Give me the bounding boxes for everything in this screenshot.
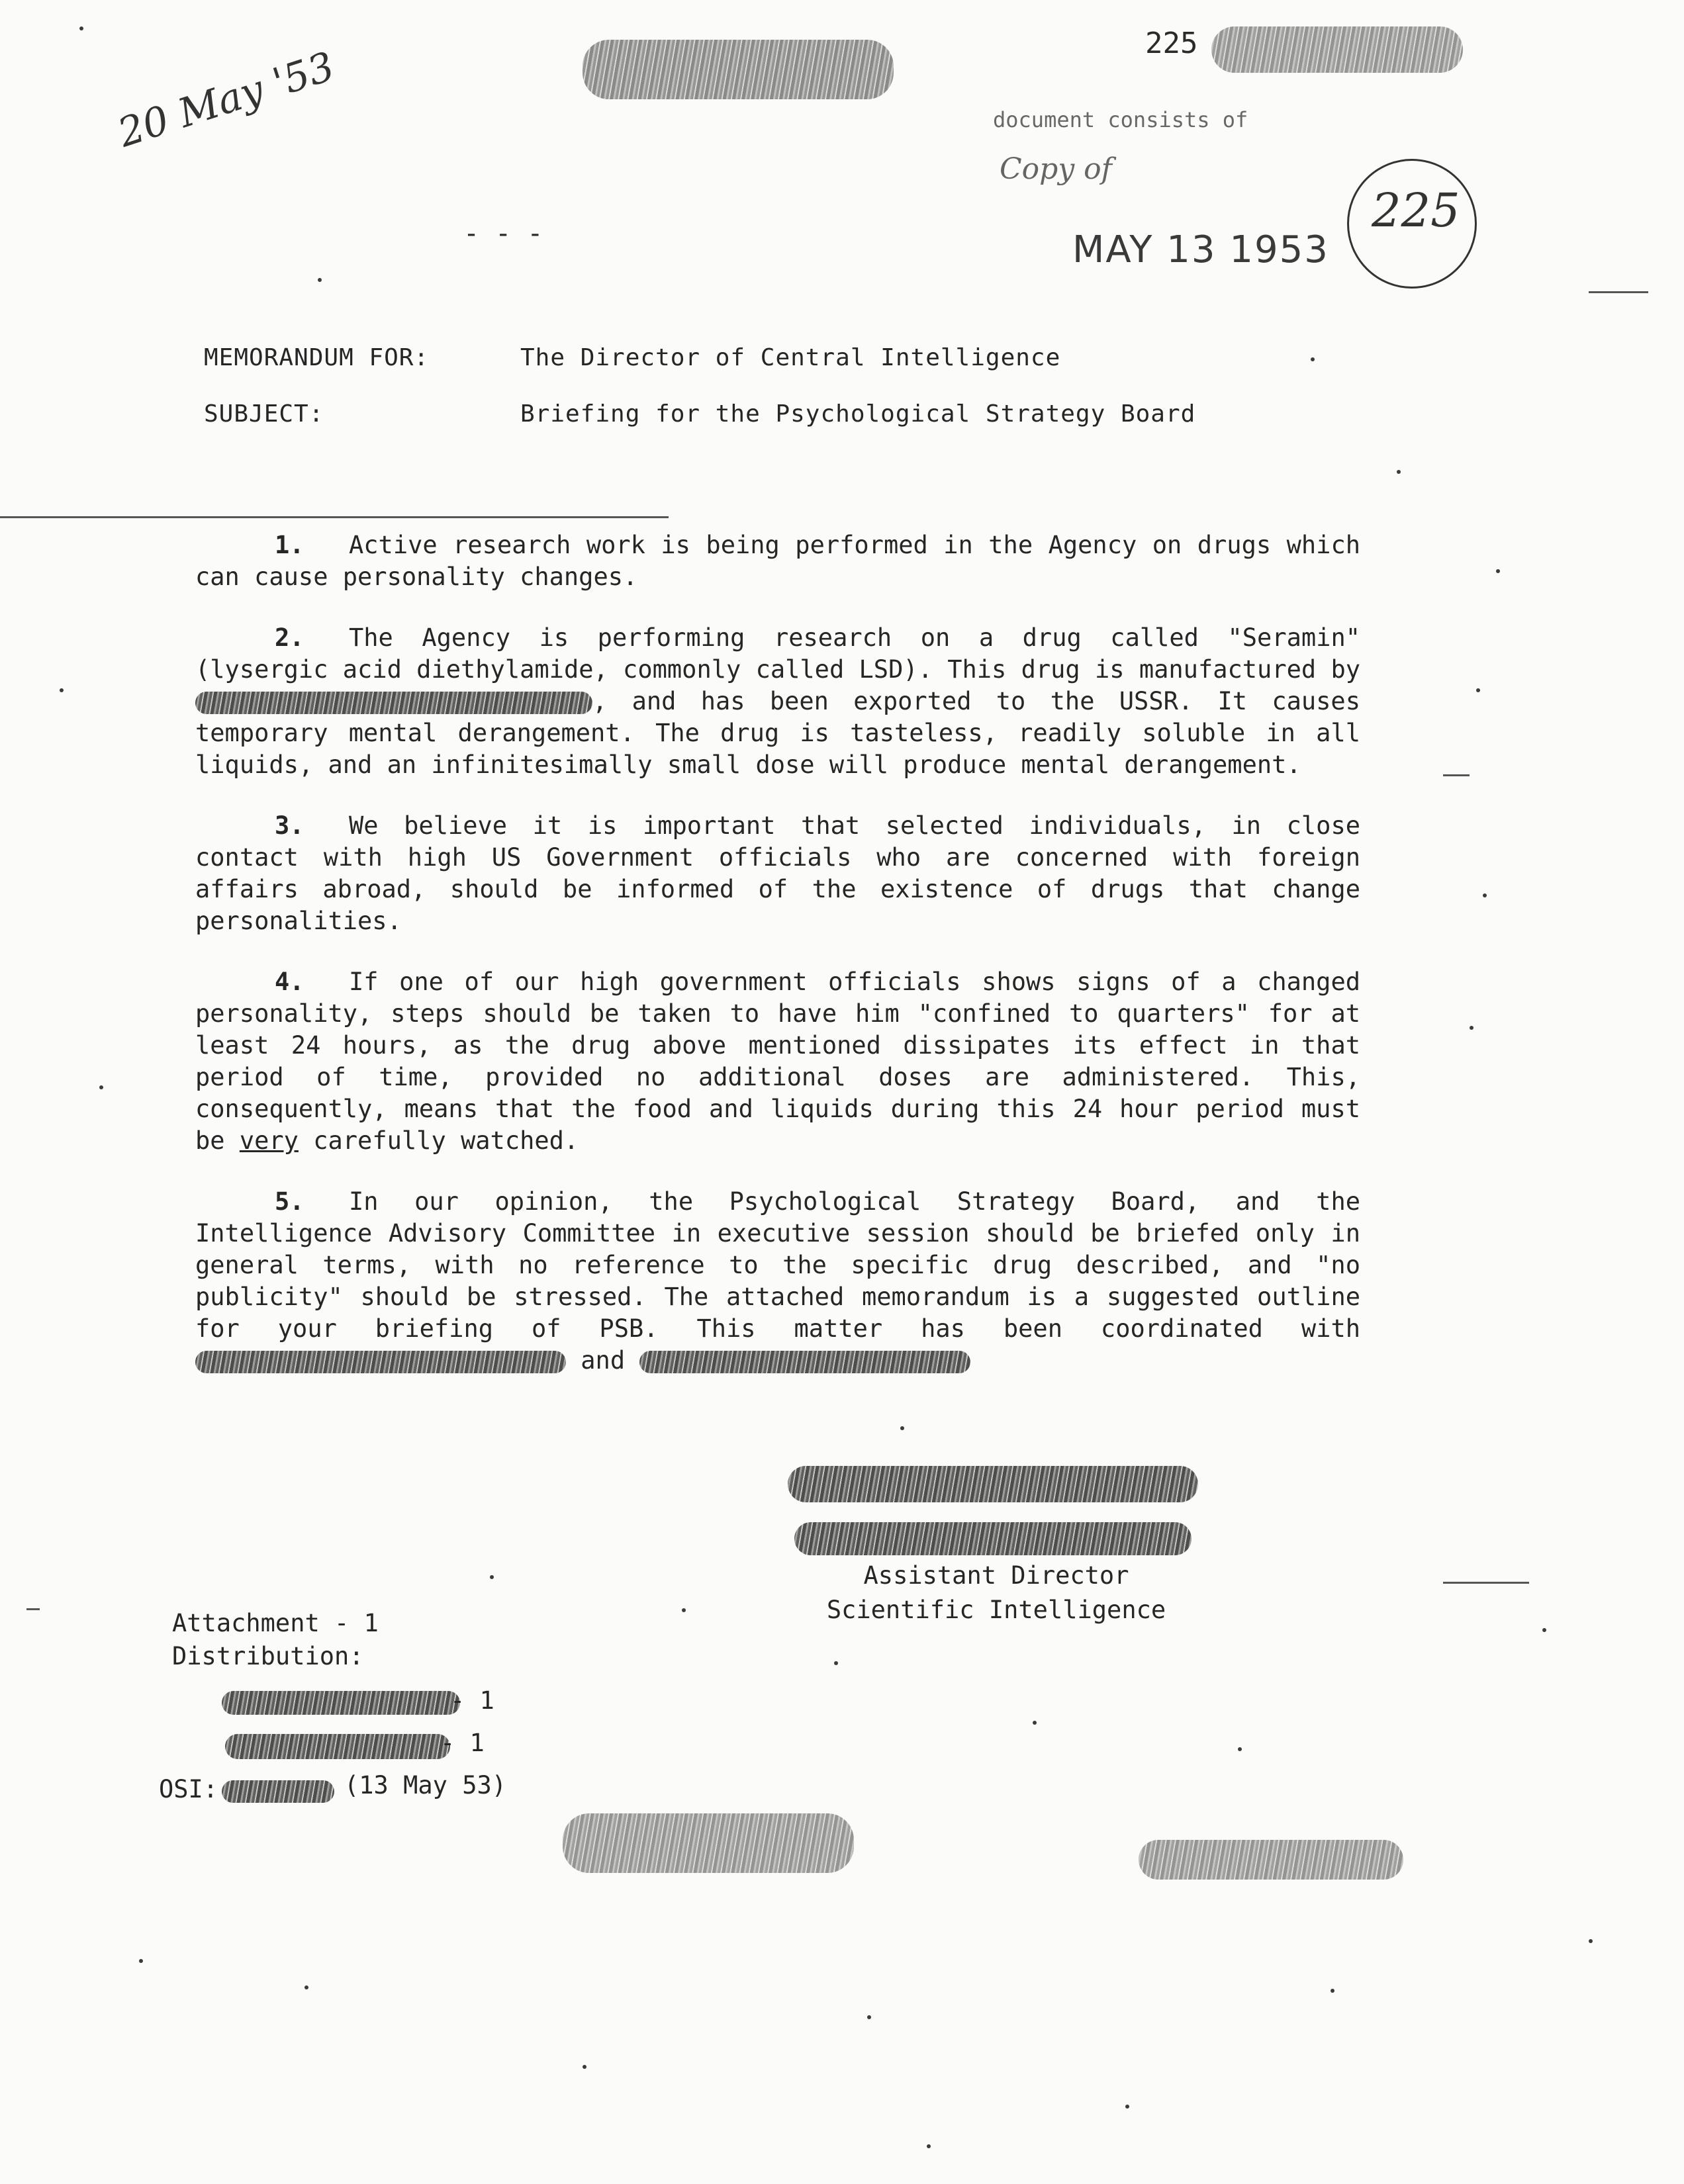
- paragraph-3: [195, 810, 1360, 937]
- paragraph-number: 3.: [275, 811, 304, 840]
- scan-speck: [99, 1085, 103, 1089]
- date-stamp: MAY 13 1953: [1072, 228, 1329, 271]
- scan-speck: [1331, 1989, 1334, 1993]
- scan-speck: [60, 688, 64, 692]
- scan-speck: [682, 1608, 686, 1612]
- scan-speck: [1125, 2105, 1129, 2109]
- memo-subject-label: SUBJECT:: [204, 400, 324, 428]
- scan-speck: [490, 1575, 494, 1579]
- scan-speck: [1589, 1939, 1593, 1943]
- scan-speck: [1397, 470, 1401, 474]
- memo-subject-value: Briefing for the Psychological Strategy Board: [520, 400, 1196, 428]
- distribution-count-2: - 1: [440, 1729, 485, 1757]
- emphasis-word: very: [239, 1126, 299, 1155]
- paragraph-text-cont: and: [581, 1346, 626, 1375]
- paragraph-2: [195, 622, 1360, 781]
- redaction-distribution-2: [225, 1734, 450, 1759]
- circled-number-text: 225: [1372, 183, 1460, 238]
- scan-speck: [1470, 1026, 1474, 1030]
- paragraph-text: If one of our high government officials shows signs of a changed personality, steps should be taken to have him "confined to quarters" for at least 24 hours, as the drug above mentioned dissipates its effect in that period of time, provided no additional doses are administered. This, consequently, means that the food and liquids during this 24 hour period must be: [195, 968, 1360, 1155]
- scan-speck: [1238, 1747, 1242, 1751]
- scan-speck: [583, 2065, 586, 2069]
- stamp-line-2: Copy of: [1000, 152, 1112, 186]
- circled-number: [1347, 159, 1477, 289]
- distribution-count-1: - 1: [450, 1686, 494, 1715]
- scan-speck: [318, 278, 322, 282]
- paragraph-1: [195, 529, 1360, 593]
- redaction-distribution-1: [222, 1691, 460, 1715]
- scan-speck: [1443, 774, 1470, 776]
- scan-speck: [139, 1959, 143, 1963]
- attachment-block: [172, 1607, 379, 1673]
- paragraph-text: The Agency is performing research on a drug called "Seramin" (lysergic acid diethylamide, commonly called LSD). This drug is manufactured by: [195, 623, 1360, 684]
- scan-speck: [1589, 291, 1648, 293]
- redaction-manufacturer: [195, 692, 592, 714]
- paragraph-5: [195, 1186, 1360, 1377]
- scan-speck: [927, 2144, 931, 2148]
- paragraph-number: 5.: [275, 1187, 304, 1216]
- dashes: - - -: [463, 218, 543, 249]
- scan-speck: [1476, 688, 1480, 692]
- paragraph-text: We believe it is important that selected individuals, in close contact with high US Government officials who are concerned with foreign affairs abroad, should be informed of the existence of drugs that change personalities.: [195, 811, 1360, 935]
- stamp-line-1: document consists of: [993, 107, 1248, 132]
- scan-speck: [1483, 893, 1487, 897]
- redaction-signature-name: [788, 1466, 1198, 1502]
- scan-speck: [79, 26, 83, 30]
- scan-speck: [26, 1608, 40, 1610]
- redaction-coordinated-2: [639, 1351, 970, 1373]
- paragraph-number: 2.: [275, 623, 304, 652]
- paragraph-number: 1.: [275, 531, 304, 559]
- scan-speck: [834, 1661, 838, 1665]
- scan-speck: [1033, 1721, 1037, 1725]
- memo-body: [195, 529, 1360, 1406]
- top-right-number: 225: [1145, 26, 1198, 60]
- redaction-origin: [222, 1780, 334, 1803]
- origin-date: (13 May 53): [344, 1771, 507, 1799]
- signature-block: [798, 1559, 1195, 1627]
- handwritten-date: 20 May '53: [113, 43, 340, 157]
- scan-speck: [1311, 357, 1315, 361]
- memo-subject-row: [204, 400, 1329, 433]
- paragraph-text: In our opinion, the Psychological Strategy Board, and the Intelligence Advisory Committee in executive session should be briefed only in general terms, with no reference to the specific drug described, and "no publicity" should be stressed. The attached memorandum is a suggested outline for your briefing of PSB. This matter has been coordinated with: [195, 1187, 1360, 1343]
- redaction-top-right: [1211, 26, 1463, 73]
- redaction-bottom-right: [1139, 1840, 1403, 1880]
- divider-line: [0, 516, 669, 518]
- scan-speck: [867, 2015, 871, 2019]
- origin-label: OSI:: [159, 1775, 218, 1803]
- paragraph-number: 4.: [275, 968, 304, 996]
- redaction-top-center: [583, 40, 894, 99]
- distribution-label: Distribution:: [172, 1642, 364, 1670]
- attachment-label: Attachment - 1: [172, 1609, 379, 1637]
- paragraph-text: Active research work is being performed in the Agency on drugs which can cause personality changes.: [195, 531, 1360, 591]
- paragraph-4: [195, 966, 1360, 1157]
- memo-to-label: MEMORANDUM FOR:: [204, 344, 430, 371]
- signature-title-1: Assistant Director: [863, 1561, 1129, 1590]
- redaction-signature-line: [794, 1522, 1192, 1555]
- signature-title-2: Scientific Intelligence: [826, 1596, 1166, 1624]
- scan-speck: [1542, 1628, 1546, 1632]
- memo-to-row: [204, 344, 1197, 377]
- memo-to-value: The Director of Central Intelligence: [520, 344, 1061, 371]
- paragraph-text-cont: carefully watched.: [313, 1126, 579, 1155]
- scan-speck: [304, 1985, 308, 1989]
- scan-speck: [1496, 569, 1500, 573]
- redaction-bottom-center: [563, 1813, 854, 1873]
- scan-speck: [900, 1426, 904, 1430]
- paragraph-text-cont: , and has been exported to the USSR. It causes temporary mental derangement. The drug is tasteless, readily soluble in all liquids, and an infinitesimally small dose will produce mental derangement.: [195, 687, 1360, 779]
- redaction-coordinated-1: [195, 1351, 566, 1373]
- scan-speck: [1443, 1582, 1529, 1584]
